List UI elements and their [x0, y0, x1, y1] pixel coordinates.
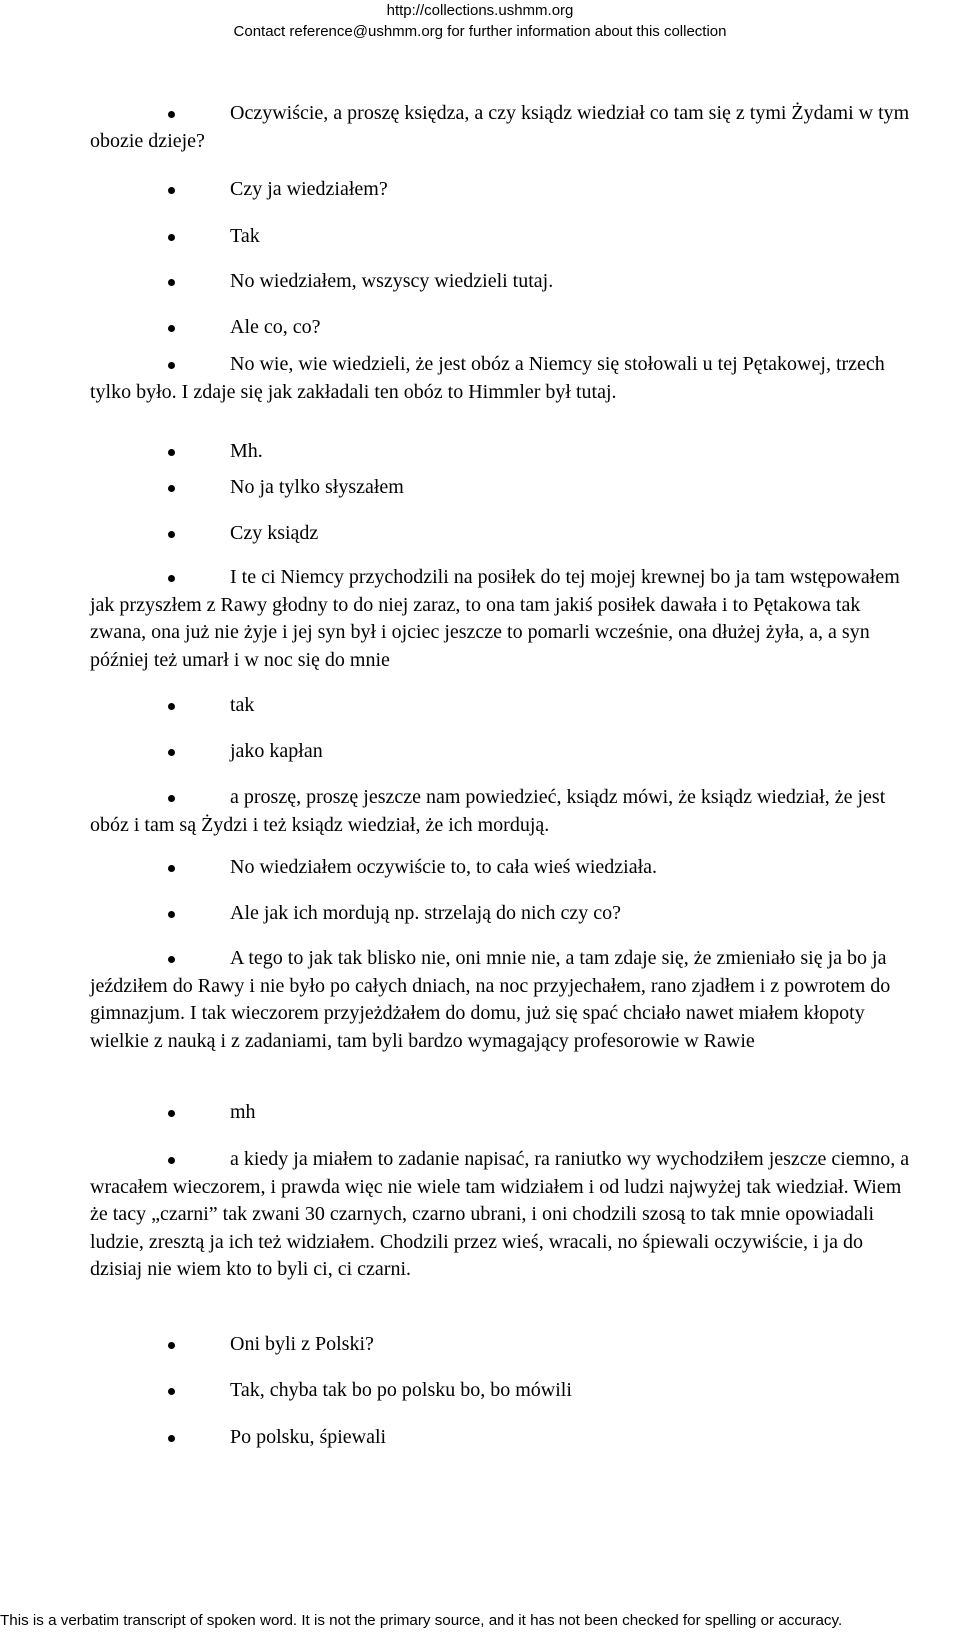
transcript-paragraph: No wiedziałem oczywiście to, to cała wieś wiedziała. — [96, 854, 916, 882]
bullet-icon — [168, 1388, 175, 1395]
transcript-paragraph: Ale jak ich mordują np. strzelają do nich czy co? — [96, 900, 916, 928]
transcript-paragraph: jako kapłan — [96, 738, 916, 766]
bullet-icon — [168, 703, 175, 710]
transcript-paragraph: Tak, chyba tak bo po polsku bo, bo mówili — [96, 1377, 916, 1405]
bullet-icon — [168, 362, 175, 369]
transcript-paragraph: tak — [96, 692, 916, 720]
transcript-paragraph: Po polsku, śpiewali — [96, 1424, 916, 1452]
bullet-icon — [168, 485, 175, 492]
contact-line: Contact reference@ushmm.org for further information about this collection — [233, 23, 727, 40]
bullet-icon — [168, 187, 175, 194]
bullet-icon — [168, 749, 175, 756]
bullet-icon — [168, 449, 175, 456]
bullet-icon — [168, 111, 175, 118]
transcript-paragraph: No wiedziałem, wszyscy wiedzieli tutaj. — [96, 268, 916, 296]
bullet-icon — [168, 531, 175, 538]
bullet-icon — [168, 325, 175, 332]
bullet-icon — [168, 865, 175, 872]
transcript-paragraph: a kiedy ja miałem to zadanie napisać, ra raniutko wy wychodziłem jeszcze ciemno, a wracałem wieczorem, i prawda więc nie wiele tam widziałem i od ludzi najwyżej tak wiedział. Wiem że tacy „czarni” tak zwani 30 czarnych, czarno ubrani, i oni chodzili szosą to tak mnie opowiadali ludzie, zresztą ja ich też widziałem. Chodzili przez wieś, wracali, no śpiewali oczywiście, i ja do dzisiaj nie wiem kto to byli ci, ci czarni. — [90, 1148, 910, 1280]
bullet-icon — [168, 575, 175, 582]
collection-url[interactable]: http://collections.ushmm.org — [386, 2, 574, 19]
transcript-paragraph: Czy ja wiedziałem? — [96, 176, 916, 204]
bullet-icon — [168, 911, 175, 918]
transcript-paragraph: Mh. — [96, 438, 916, 466]
transcript-paragraph: Oni byli z Polski? — [96, 1331, 916, 1359]
transcript-paragraph: Ale co, co? — [96, 314, 916, 342]
transcript-paragraph: A tego to jak tak blisko nie, oni mnie nie, a tam zdaje się, że zmieniało się ja bo ja jeździłem do Rawy i nie było po całych dniach, na noc przyjechałem, rano zjadłem i z powrotem do gimnazjum. I tak wieczorem przyjeżdżałem do domu, już się spać chciało nawet miałem kłopoty wielkie z nauką i z zadaniami, tam byli bardzo wymagający profesorowie w Rawie — [90, 947, 891, 1052]
bullet-icon — [168, 1110, 175, 1117]
transcript-paragraph: Oczywiście, a proszę księdza, a czy ksiądz wiedział co tam się z tymi Żydami w tym obozie dzieje? — [90, 102, 910, 152]
transcript-paragraph: Czy ksiądz — [96, 520, 916, 548]
transcript-paragraph: No wie, wie wiedzieli, że jest obóz a Niemcy się stołowali u tej Pętakowej, trzech tylko było. I zdaje się jak zakładali ten obóz to Himmler był tutaj. — [90, 353, 885, 403]
transcript-paragraph: I te ci Niemcy przychodzili na posiłek do tej mojej krewnej bo ja tam wstępowałem jak przyszłem z Rawy głodny to do niej zaraz, to ona tam jakiś posiłek dawała i to Pętakowa tak zwana, ona już nie żyje i jej syn był i ojciec jeszcze to pomarli wcześnie, ona dłużej żyła, a, a syn później też umarł i w noc się do mnie — [90, 566, 900, 671]
transcript-paragraph: No ja tylko słyszałem — [96, 474, 916, 502]
bullet-icon — [168, 1435, 175, 1442]
bullet-icon — [168, 234, 175, 241]
transcript-paragraph: a proszę, proszę jeszcze nam powiedzieć, ksiądz mówi, że ksiądz wiedział, że jest obóz i tam są Żydzi i też ksiądz wiedział, że ich mordują. — [90, 786, 886, 836]
bullet-icon — [168, 1157, 175, 1164]
bullet-icon — [168, 795, 175, 802]
transcript-body — [90, 96, 960, 1448]
transcript-paragraph: Tak — [96, 223, 916, 251]
bullet-icon — [168, 279, 175, 286]
transcript-paragraph: mh — [96, 1099, 916, 1127]
disclaimer-footer: This is a verbatim transcript of spoken word. It is not the primary source, and it has not been checked for spelling or accuracy. — [0, 1612, 843, 1629]
page-header — [0, 0, 960, 42]
bullet-icon — [168, 956, 175, 963]
bullet-icon — [168, 1342, 175, 1349]
